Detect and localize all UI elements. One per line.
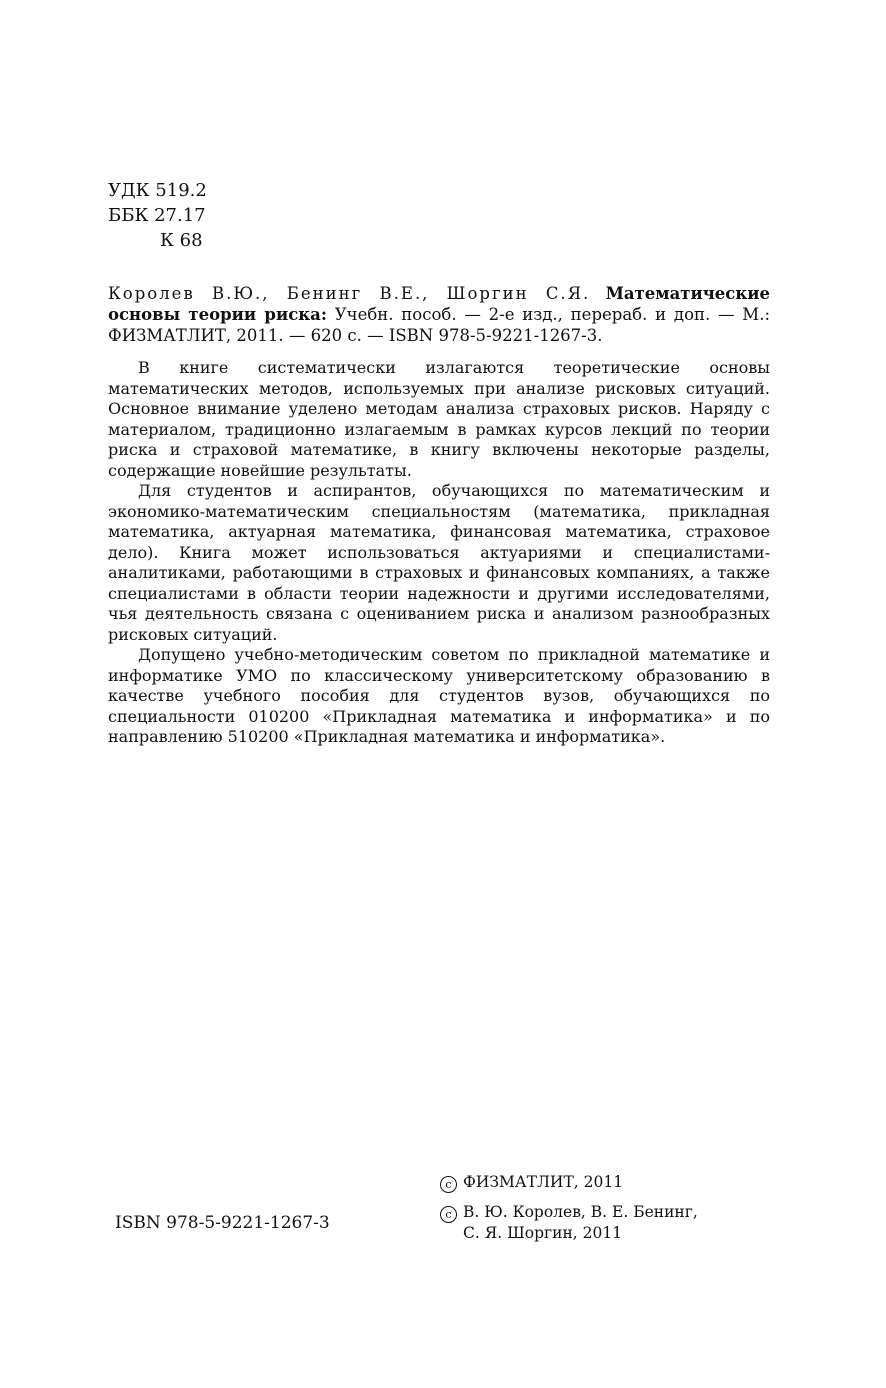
abstract-paragraph-2: Для студентов и аспирантов, обучающихся по математическим и экономико-математическим специальностям (математика, прикладная математика, актуарная математика, финансовая математика, страховое дело). Книга может использоваться актуариями и специалистами-аналитиками, работающими в страховых и финансовых компаниях, а также специалистами в области теории надежности и другими исследователями, чья деятельность связана с оцениванием риска и анализом разнообразных рисковых ситуаций. [108, 481, 770, 644]
copyright-icon: c [440, 1206, 457, 1223]
book-title: Математические основы теории риска: [108, 284, 770, 324]
isbn: ISBN 978-5-9221-1267-3 [115, 1213, 330, 1233]
copyright-authors-entry [440, 1202, 698, 1243]
publication-details: Учебн. пособ. — 2-е изд., перераб. и доп. — М.: ФИЗМАТЛИТ, 2011. — 620 с. — ISBN 978-5-9221-1267-3. [108, 305, 770, 345]
udk-code: УДК 519.2 [108, 180, 207, 201]
bbk-code: ББК 27.17 [108, 205, 206, 226]
authors: Королев В.Ю., Бенинг В.Е., Шоргин С.Я. [108, 284, 591, 303]
copyright-publisher: ФИЗМАТЛИТ, 2011 [463, 1173, 624, 1191]
bibliographic-description [108, 283, 770, 346]
abstract [108, 358, 770, 748]
copyright-icon: c [440, 1176, 457, 1193]
copyright-authors-line1: В. Ю. Королев, В. Е. Бенинг, [463, 1203, 698, 1221]
author-mark: К 68 [160, 230, 203, 251]
classification-codes [108, 178, 207, 253]
copyright-block [440, 1172, 698, 1252]
copyright-authors-line2: С. Я. Шоргин, 2011 [463, 1224, 623, 1242]
abstract-paragraph-1: В книге систематически излагаются теоретические основы математических методов, используемых при анализе рисковых ситуаций. Основное внимание уделено методам анализа страховых рисков. Наряду с материалом, традиционно излагаемым в рамках курсов лекций по теории риска и страховой математике, в книгу включены некоторые разделы, содержащие новейшие результаты. [108, 358, 770, 480]
copyright-publisher-entry [440, 1172, 698, 1193]
abstract-paragraph-3: Допущено учебно-методическим советом по прикладной математике и информатике УМО по классическому университетскому образованию в качестве учебного пособия для студентов вузов, обучающихся по специальности 010200 «Прикладная математика и информатика» и по направлению 510200 «Прикладная математика и информатика». [108, 645, 770, 746]
